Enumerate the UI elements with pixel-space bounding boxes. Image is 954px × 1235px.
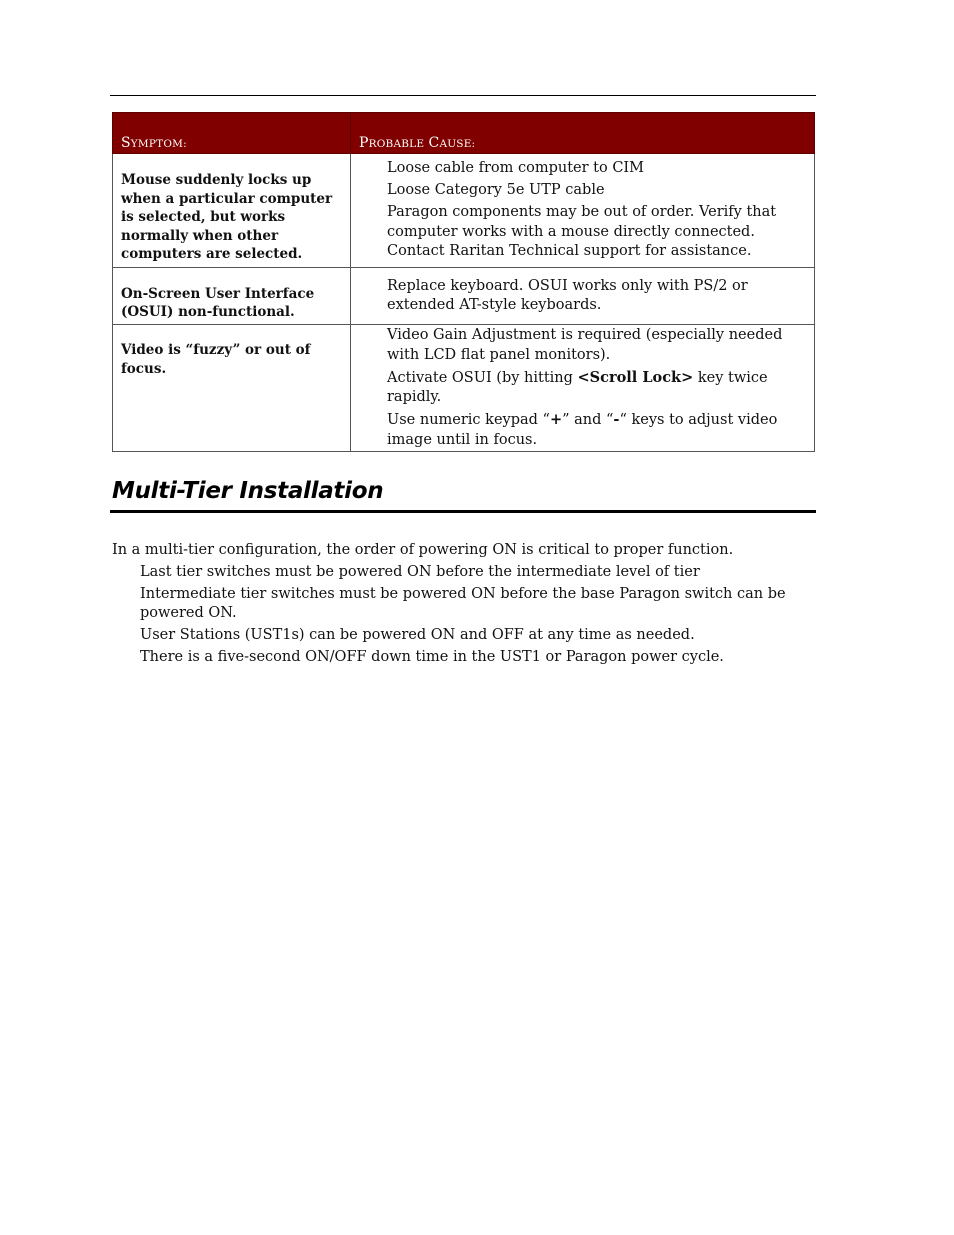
minus-key: - — [613, 411, 620, 428]
list-item: Last tier switches must be powered ON before the intermediate level of tier — [140, 564, 700, 580]
cause-cell — [351, 268, 815, 325]
cause-column-header: PROBABLE CAUSE: — [351, 113, 815, 154]
table-header-row — [113, 113, 815, 154]
section-title-rule — [110, 510, 816, 513]
table-row — [113, 268, 815, 325]
section-intro: In a multi-tier configuration, the order of powering ON is critical to proper function. — [112, 542, 734, 558]
cause-item: Activate OSUI (by hitting <Scroll Lock> key twice rapidly. — [387, 368, 768, 405]
cause-cell — [351, 325, 815, 452]
cause-item: Loose Category 5e UTP cable — [387, 182, 605, 199]
table-row — [113, 325, 815, 452]
power-order-list — [140, 563, 812, 670]
troubleshooting-table — [112, 112, 815, 452]
cause-item: Video Gain Adjustment is required (especially needed with LCD flat panel monitors). — [387, 327, 783, 363]
cause-item: Paragon components may be out of order. Verify that computer works with a mouse directly connected. Contact Raritan Technical support for assistance. — [387, 204, 777, 260]
table-row — [113, 154, 815, 268]
list-item: User Stations (UST1s) can be powered ON and OFF at any time as needed. — [140, 627, 695, 644]
scroll-lock-key: <Scroll Lock> — [577, 368, 694, 386]
cause-item: Use numeric keypad “+” and “-“ keys to adjust video image until in focus. — [387, 411, 778, 448]
header-rule — [110, 95, 816, 96]
symptom-cell: Video is “fuzzy” or out of focus. — [113, 325, 351, 452]
symptom-cell: Mouse suddenly locks up when a particular computer is selected, but works normally when other computers are selected. — [113, 154, 351, 268]
symptom-column-header: SYMPTOM: — [113, 113, 351, 154]
cause-item: Replace keyboard. OSUI works only with PS/2 or extended AT-style keyboards. — [387, 277, 748, 313]
list-item: Intermediate tier switches must be powered ON before the base Paragon switch can be powered ON. — [140, 585, 786, 622]
plus-key: + — [549, 411, 563, 428]
cause-cell — [351, 154, 815, 268]
symptom-cell: On-Screen User Interface (OSUI) non-functional. — [113, 268, 351, 325]
cause-item: Loose cable from computer to CIM — [387, 160, 644, 177]
section-title: Multi-Tier Installation — [112, 478, 384, 504]
list-item: There is a five-second ON/OFF down time in the UST1 or Paragon power cycle. — [140, 649, 724, 666]
